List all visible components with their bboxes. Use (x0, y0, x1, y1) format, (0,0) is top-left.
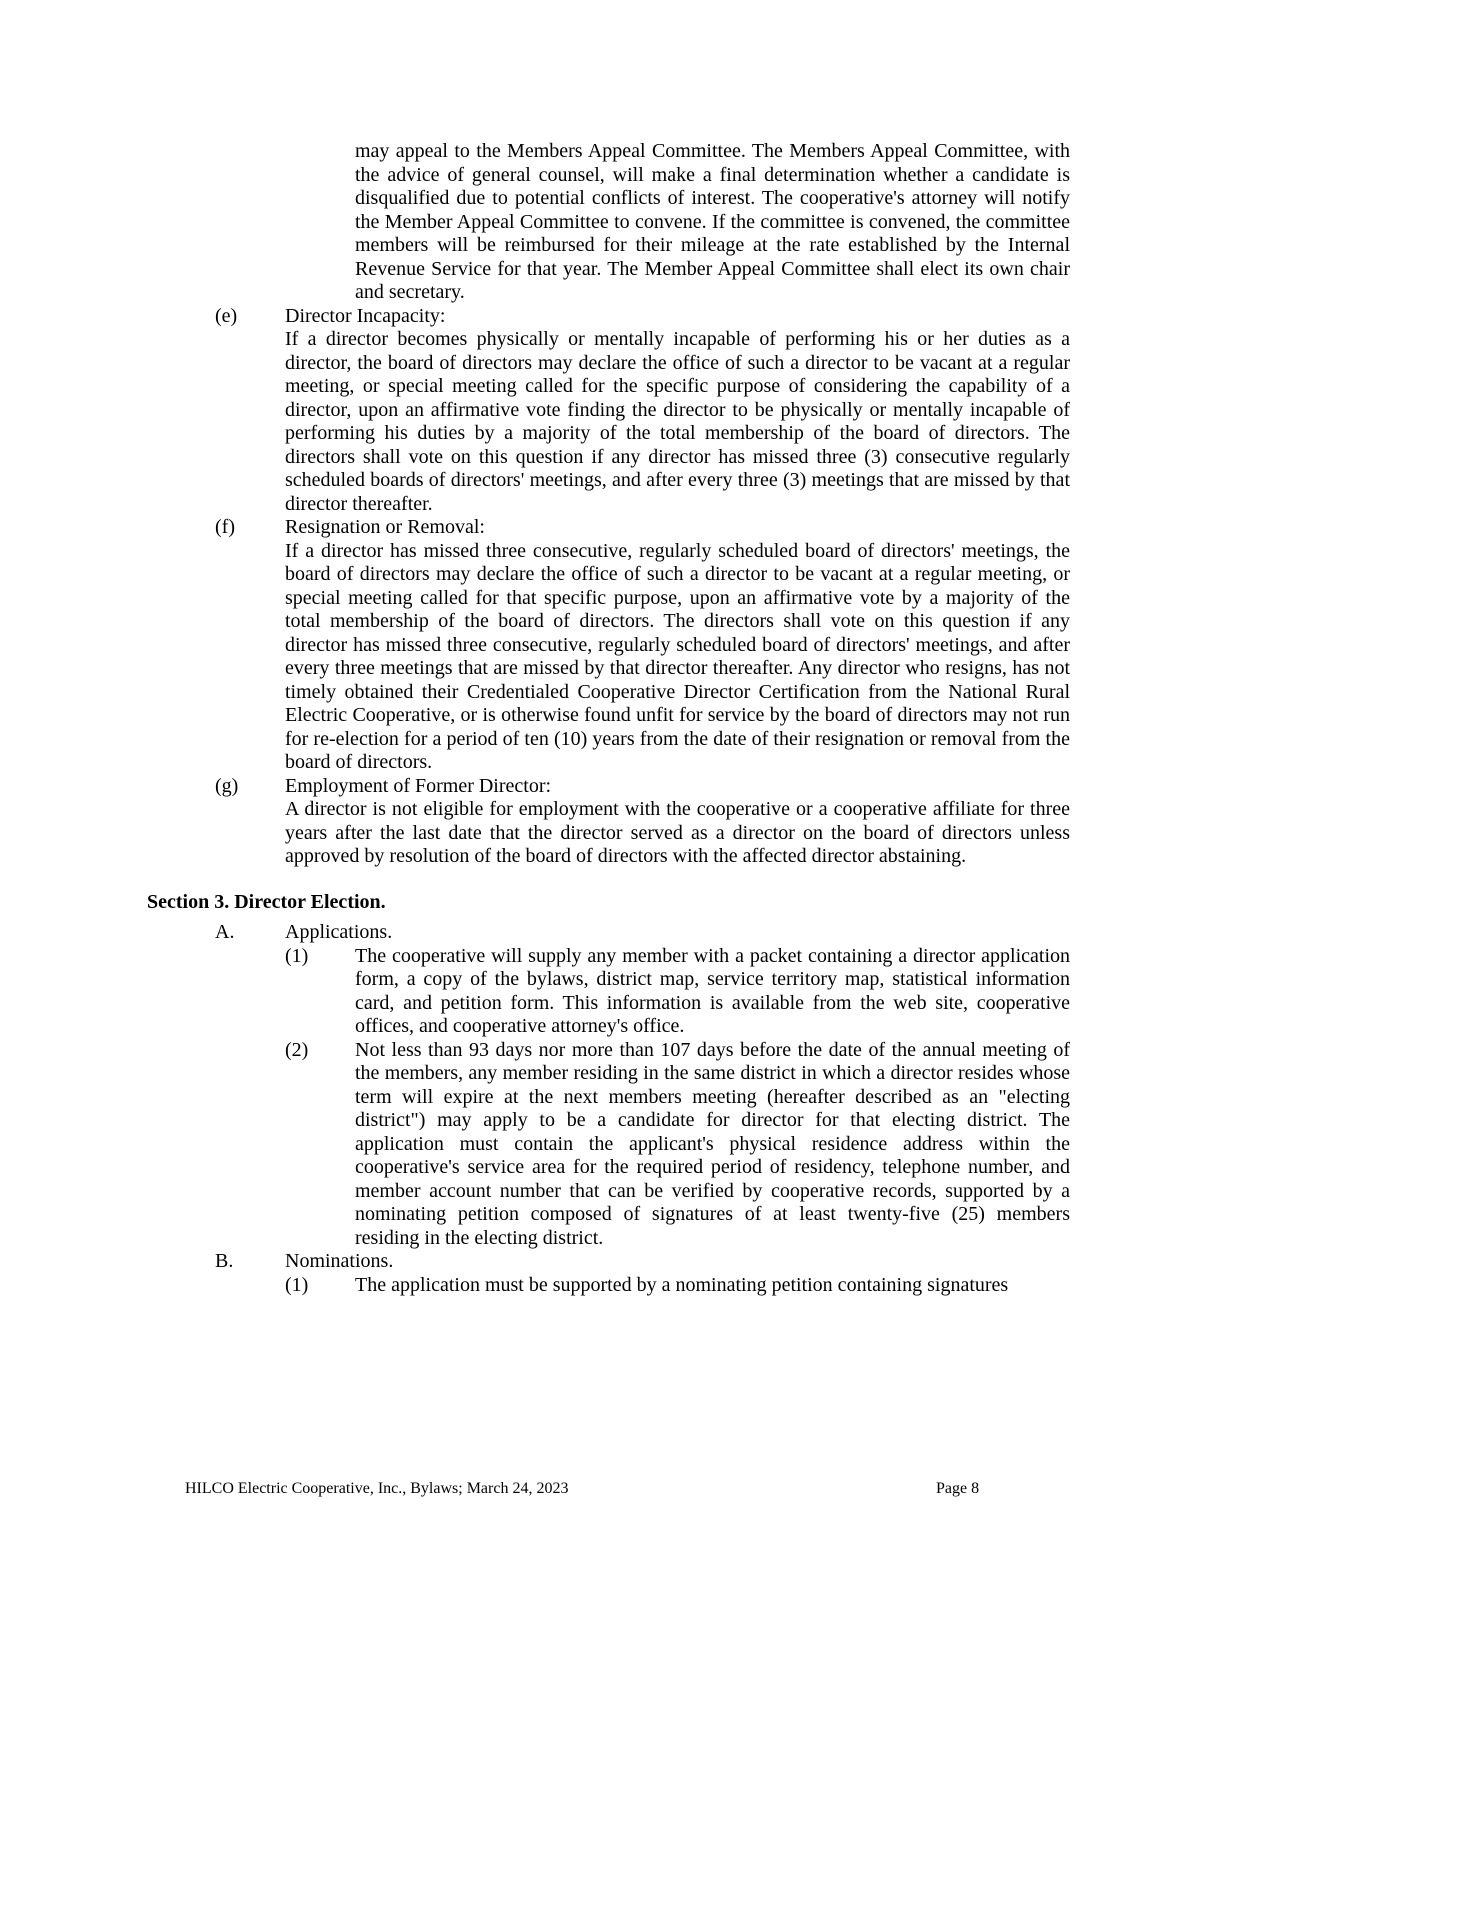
item-b-label: B. (215, 1250, 234, 1272)
item-g-heading-row (147, 775, 1070, 799)
item-a2-label: (2) (285, 1038, 309, 1061)
item-a2-row (147, 1039, 1070, 1251)
document-body (147, 140, 1070, 1297)
item-a2-body: Not less than 93 days nor more than 107 days before the date of the annual meeting of the members, any member residing in the same district in which a director resides whose term will expire at the next members meeting (hereafter described as an "electing district") may apply to be a candidate for director for that electing district. The application must contain the applicant's physical residence address within the cooperative's service area for the required period of residency, telephone number, and member account number that can be verified by cooperative records, supported by a nominating petition composed of signatures of at least twenty-five (25) members residing in the electing district. (355, 1038, 1070, 1249)
item-e-label: (e) (215, 304, 238, 327)
item-b-title: Nominations. (285, 1250, 394, 1272)
item-f-body-row (147, 540, 1070, 775)
item-e-body-row (147, 328, 1070, 516)
item-g-body-row (147, 798, 1070, 869)
item-f-heading-row (147, 516, 1070, 540)
item-a1-label: (1) (285, 944, 309, 967)
item-f-label: (f) (215, 516, 235, 538)
item-f-body: If a director has missed three consecutive, regularly scheduled board of directors' meetings, the board of directors may declare the office of such a director to be vacant at a regular meeting, or special meeting called for that specific purpose, upon an affirmative vote by a majority of the total membership of the board of directors. The directors shall vote on this question if any director has missed three consecutive, regularly scheduled board of directors' meetings, and after every three meetings that are missed by that director thereafter. Any director who resigns, has not timely obtained their Credentialed Cooperative Director Certification from the National Rural Electric Cooperative, or is otherwise found unfit for service by the board of directors may not run for re-election for a period of ten (10) years from the date of their resignation or removal from the board of directors. (285, 539, 1070, 773)
item-a1-body: The cooperative will supply any member with a packet containing a director application form, a copy of the bylaws, district map, service territory map, statistical information card, and petition form. This information is available from the web site, cooperative offices, and cooperative attorney's office. (355, 944, 1070, 1037)
continuation-paragraph: may appeal to the Members Appeal Committee. The Members Appeal Committee, with the advice of general counsel, will make a final determination whether a candidate is disqualified due to potential conflicts of interest. The cooperative's attorney will notify the Member Appeal Committee to convene. If the committee is convened, the committee members will be reimbursed for their mileage at the rate established by the Internal Revenue Service for that year. The Member Appeal Committee shall elect its own chair and secretary. (355, 140, 1070, 303)
item-e-heading-row (147, 305, 1070, 329)
continuation-paragraph-row (147, 140, 1070, 305)
item-g-label: (g) (215, 774, 239, 797)
section-3-heading: Section 3. Director Election. (147, 890, 386, 913)
item-b-heading-row (147, 1250, 1070, 1274)
item-a1-row (147, 945, 1070, 1039)
item-a-label: A. (215, 921, 235, 943)
footer-page-number: Page 8 (936, 1480, 980, 1497)
item-g-body: A director is not eligible for employment with the cooperative or a cooperative affiliate for three years after the last date that the director served as a director on the board of directors unless approved by resolution of the board of directors with the affected director abstaining. (285, 798, 1070, 867)
item-e-body: If a director becomes physically or mentally incapable of performing his or her duties as a director, the board of directors may declare the office of such a director to be vacant at a regular meeting, or special meeting called for the specific purpose of considering the capability of a director, upon an affirmative vote finding the director to be physically or mentally incapable of performing his duties by a majority of the total membership of the board of directors. The directors shall vote on this question if any director has missed three (3) consecutive regularly scheduled boards of directors' meetings, and after every three (3) meetings that are missed by that director thereafter. (285, 328, 1070, 515)
item-a-heading-row (147, 921, 1070, 945)
item-b1-row (147, 1274, 1070, 1298)
item-b1-body: The application must be supported by a nominating petition containing signatures (355, 1273, 1009, 1296)
item-b1-label: (1) (285, 1273, 309, 1296)
item-a-title: Applications. (285, 921, 393, 943)
item-f-title: Resignation or Removal: (285, 516, 485, 538)
item-e-title: Director Incapacity: (285, 304, 446, 327)
item-g-title: Employment of Former Director: (285, 774, 552, 797)
footer-document-title: HILCO Electric Cooperative, Inc., Bylaws; March 24, 2023 (185, 1480, 569, 1497)
